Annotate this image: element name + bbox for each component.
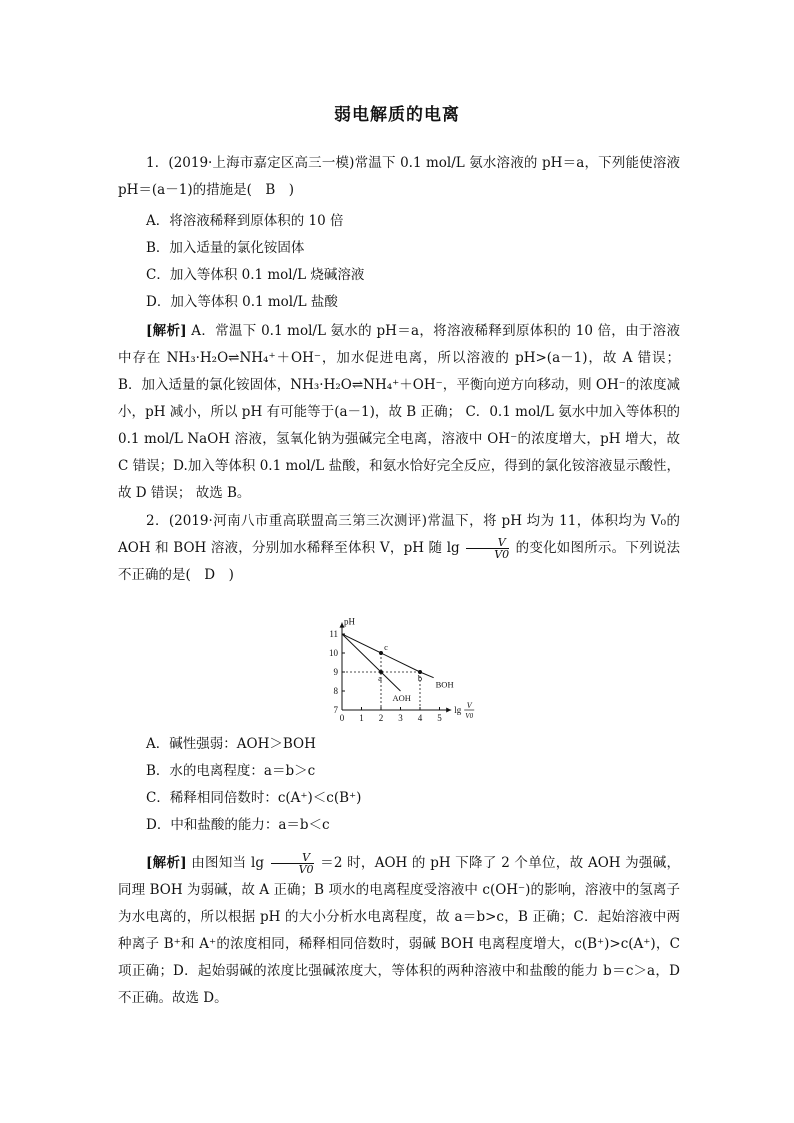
x-tick-label: 5 xyxy=(437,713,442,723)
y-tick-label: 10 xyxy=(329,648,338,658)
x-tick-label: 1 xyxy=(359,713,364,723)
q2-analysis-part-a: 由图知当 lg xyxy=(191,855,264,871)
q2-option-c: C．稀释相同倍数时：c(A⁺)＜c(B⁺) xyxy=(146,790,362,806)
x-tick-label: 4 xyxy=(417,713,423,723)
q1-analysis xyxy=(118,318,680,507)
q2-stem-frac-num: V xyxy=(466,537,509,549)
data-point-label-a: a xyxy=(378,673,382,683)
q2-option-b: B．水的电离程度：a＝b＞c xyxy=(146,763,316,779)
q1-stem: 1．(2019·上海市嘉定区高三一模)常温下 0.1 mol/L 氨水溶液的 pH＝a，下列能使溶液 pH＝(a－1)的措施是( B ) xyxy=(118,155,680,198)
q2-analysis-tag: [解析] xyxy=(146,855,187,871)
q2-option-a: A．碱性强弱：AOH＞BOH xyxy=(146,736,316,752)
series-label-boh: BOH xyxy=(435,679,454,690)
x-tick-label: 0 xyxy=(339,713,345,723)
q2-analysis-part-b: ＝2 时，AOH 的 pH 下降了 2 个单位，故 AOH 为强碱，同理 BOH 为弱碱，故 A 正确；B 项水的电离程度受溶液中 c(OH⁻)的影响，溶液中的氢离子为水电离的，所以根据 pH 的大小分析水电离程度，故 a＝b>c，B 正确；C．起始溶液中两种离子 B⁺和 A⁺的浓度相同，稀释相同倍数时，弱碱 BOH 电离程度增大，c(B⁺)>c(A⁺)，C 项正确；D．起始弱碱的浓度比强碱浓度大，等体积的两种溶液中和盐酸的能力 b＝c＞a，D 不正确。故选 D。 xyxy=(118,855,681,1006)
q2-analysis xyxy=(118,850,680,1012)
data-point-label-c: c xyxy=(384,642,388,652)
q1-analysis-tag: [解析] xyxy=(146,323,187,339)
x-tick-label: 3 xyxy=(398,713,403,723)
x-axis-label-lg: lg xyxy=(454,705,462,715)
q1-option-c: C．加入等体积 0.1 mol/L 烧碱溶液 xyxy=(146,267,365,283)
y-tick-label: 11 xyxy=(329,629,338,639)
page-title: 弱电解质的电离 xyxy=(334,105,460,125)
q1-option-a: A．将溶液稀释到原体积的 10 倍 xyxy=(146,213,344,229)
q2-stem xyxy=(118,508,680,589)
q2-stem-part-a: 2．(2019·河南八市重高联盟高三第三次测评)常温下，将 pH 均为 11，体积均为 V₀的 AOH 和 BOH 溶液，分别加水稀释至体积 V，pH 随 lg xyxy=(118,513,680,556)
y-tick-label: 8 xyxy=(333,686,338,696)
q2-stem-fraction xyxy=(466,537,509,560)
series-label-aoh: AOH xyxy=(392,693,411,703)
x-axis-label-den: V0 xyxy=(465,712,474,720)
x-axis-arrow xyxy=(446,708,451,713)
y-tick-label: 9 xyxy=(333,667,338,677)
series-line-aoh xyxy=(342,634,401,691)
x-axis-label-num: V xyxy=(466,701,472,710)
q2-analysis-frac-num: V xyxy=(271,852,314,864)
q2-option-d: D．中和盐酸的能力：a＝b＜c xyxy=(146,817,330,833)
ph-dilution-chart xyxy=(318,606,498,726)
y-axis-label: pH xyxy=(344,616,355,627)
y-tick-label: 7 xyxy=(333,705,338,715)
q2-analysis-fraction xyxy=(271,852,314,875)
q1-option-d: D．加入等体积 0.1 mol/L 盐酸 xyxy=(146,294,338,310)
q1-option-b: B．加入适量的氯化铵固体 xyxy=(146,240,305,256)
q1-analysis-text: A．常温下 0.1 mol/L 氨水的 pH＝a，将溶液稀释到原体积的 10 倍，由于溶液中存在 NH₃·H₂O⇌NH₄⁺＋OH⁻，加水促进电离，所以溶液的 pH>(a－1)，故 A 错误； B．加入适量的氯化铵固体，NH₃·H₂O⇌NH₄⁺＋OH⁻，平衡向逆方向移动，则 OH⁻的浓度减小，pH 减小，所以 pH 有可能等于(a－1)，故 B 正确； C．0.1 mol/L 氨水中加入等体积的 0.1 mol/L NaOH 溶液，氢氧化钠为强碱完全电离，溶液中 OH⁻的浓度增大，pH 增大，故 C 错误；D.加入等体积 0.1 mol/L 盐酸，和氨水恰好完全反应，得到的氯化铵溶液显示酸性，故 D 错误； 故选 B。 xyxy=(118,323,680,501)
data-point-label-b: b xyxy=(417,673,423,683)
q2-analysis-frac-den: V0 xyxy=(298,863,314,876)
q2-stem-frac-den: V0 xyxy=(494,548,510,561)
q2-stem-part-b: 的变化如图所示。下列说法不正确的是( D ) xyxy=(118,540,681,583)
x-tick-label: 2 xyxy=(378,713,384,723)
data-point-c xyxy=(379,651,383,655)
